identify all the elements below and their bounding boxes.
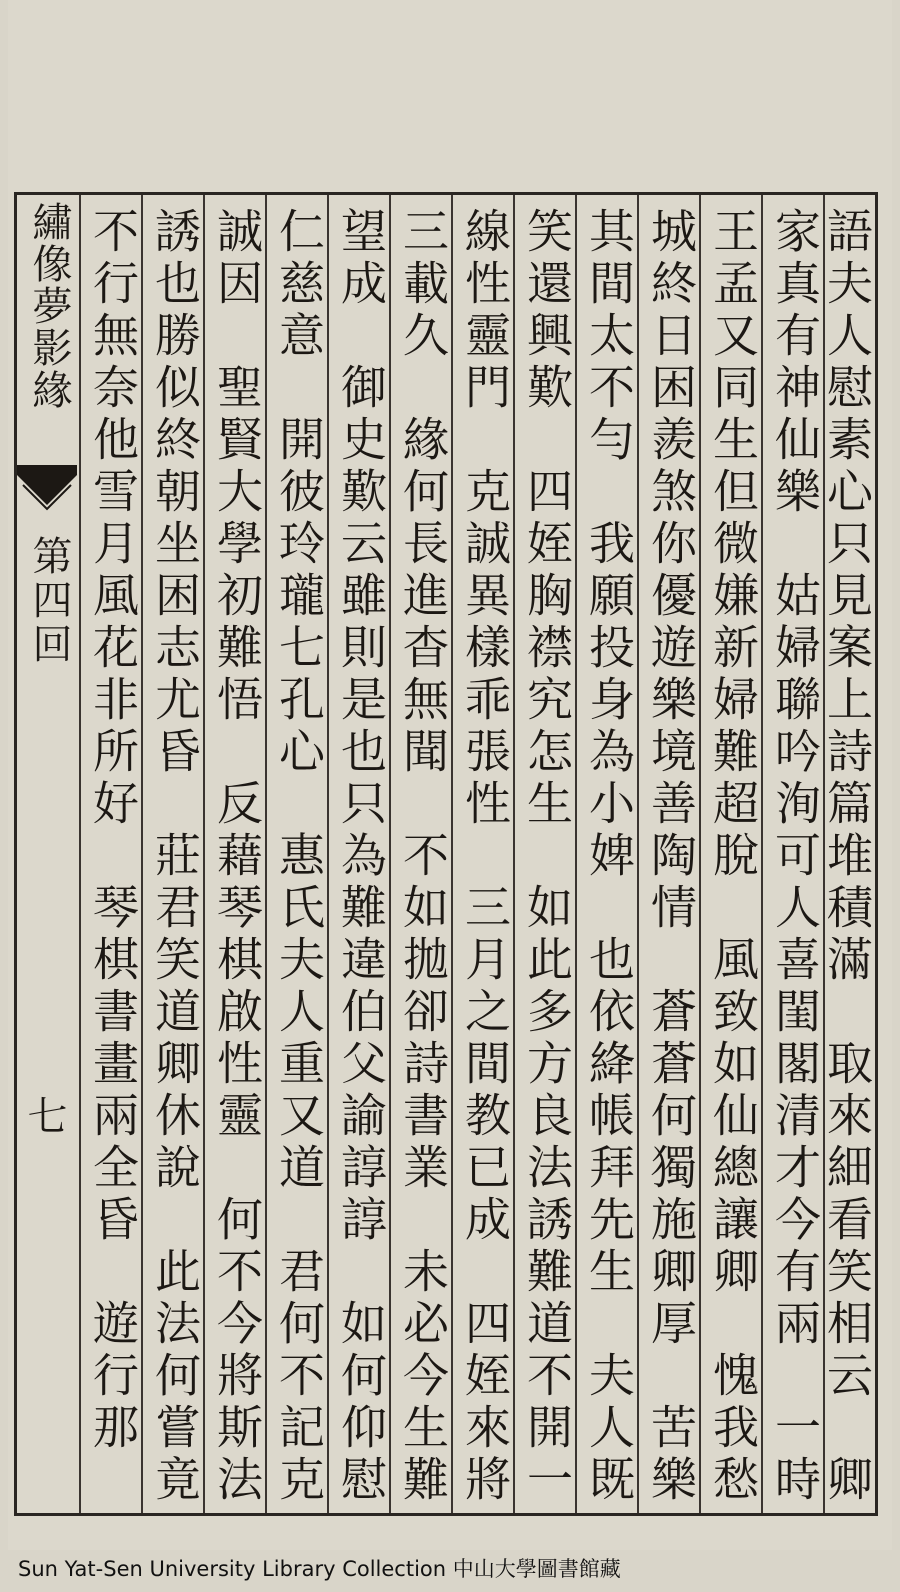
library-credit: Sun Yat-Sen University Library Collection 中山大學圖書館藏	[18, 1557, 621, 1581]
column-rule	[451, 195, 453, 1513]
text-column-13: 不行無奈他雪月風花非所好 琴棋書畫兩全昏 遊行那	[86, 207, 140, 1455]
margin-column	[17, 195, 79, 1513]
text-column-2: 家真有神仙樂 姑婦聯吟洵可人喜閨閣清才今有兩 一時	[768, 207, 822, 1507]
column-rule	[699, 195, 701, 1513]
text-column-10: 仁慈意 開彼玲瓏七孔心 惠氏夫人重又道 君何不記克	[272, 207, 326, 1507]
text-column-12: 誘也勝似終朝坐困志尤昏 莊君笑道卿休說 此法何嘗竟	[148, 207, 202, 1507]
book-title: 繡像夢影緣	[26, 201, 72, 411]
text-frame	[14, 192, 878, 1516]
text-column-1: 語夫人慰素心只見案上詩篇堆積滿 取來細看笑相云 卿	[820, 207, 874, 1507]
column-rule	[79, 195, 81, 1513]
text-column-8: 三載久 緣何長進杳無聞 不如拋卻詩書業 未必今生難	[396, 207, 450, 1507]
chapter-label: 第四回	[26, 535, 72, 667]
text-column-7: 線性靈門 克誠異樣乖張性 三月之間教已成 四姪來將	[458, 207, 512, 1507]
column-rule	[203, 195, 205, 1513]
text-column-9: 望成 御史歎云雖則是也只為難違伯父諭諄諄 如何仰慰	[334, 207, 388, 1507]
text-column-6: 笑還興歎 四姪胸襟究怎生 如此多方良法誘難道不開一	[520, 207, 574, 1507]
text-column-3: 王孟又同生但微嫌新婦難超脫 風致如仙總讓卿 愧我愁	[706, 207, 760, 1507]
column-rule	[513, 195, 515, 1513]
fishtail-mark	[17, 465, 77, 525]
text-column-4: 城終日困羨煞你優遊樂境善陶情 蒼蒼何獨施卿厚 苦樂	[644, 207, 698, 1507]
column-rule	[637, 195, 639, 1513]
column-rule	[575, 195, 577, 1513]
column-rule	[761, 195, 763, 1513]
text-column-11: 誠因 聖賢大學初難悟 反藉琴棋啟性靈 何不今將斯法	[210, 207, 264, 1507]
column-rule	[265, 195, 267, 1513]
column-rule	[389, 195, 391, 1513]
text-column-5: 其間太不勻 我願投身為小婢 也依絳帳拜先生 夫人既	[582, 207, 636, 1507]
column-rule	[327, 195, 329, 1513]
folio-number: 七	[21, 1095, 67, 1135]
column-rule	[141, 195, 143, 1513]
